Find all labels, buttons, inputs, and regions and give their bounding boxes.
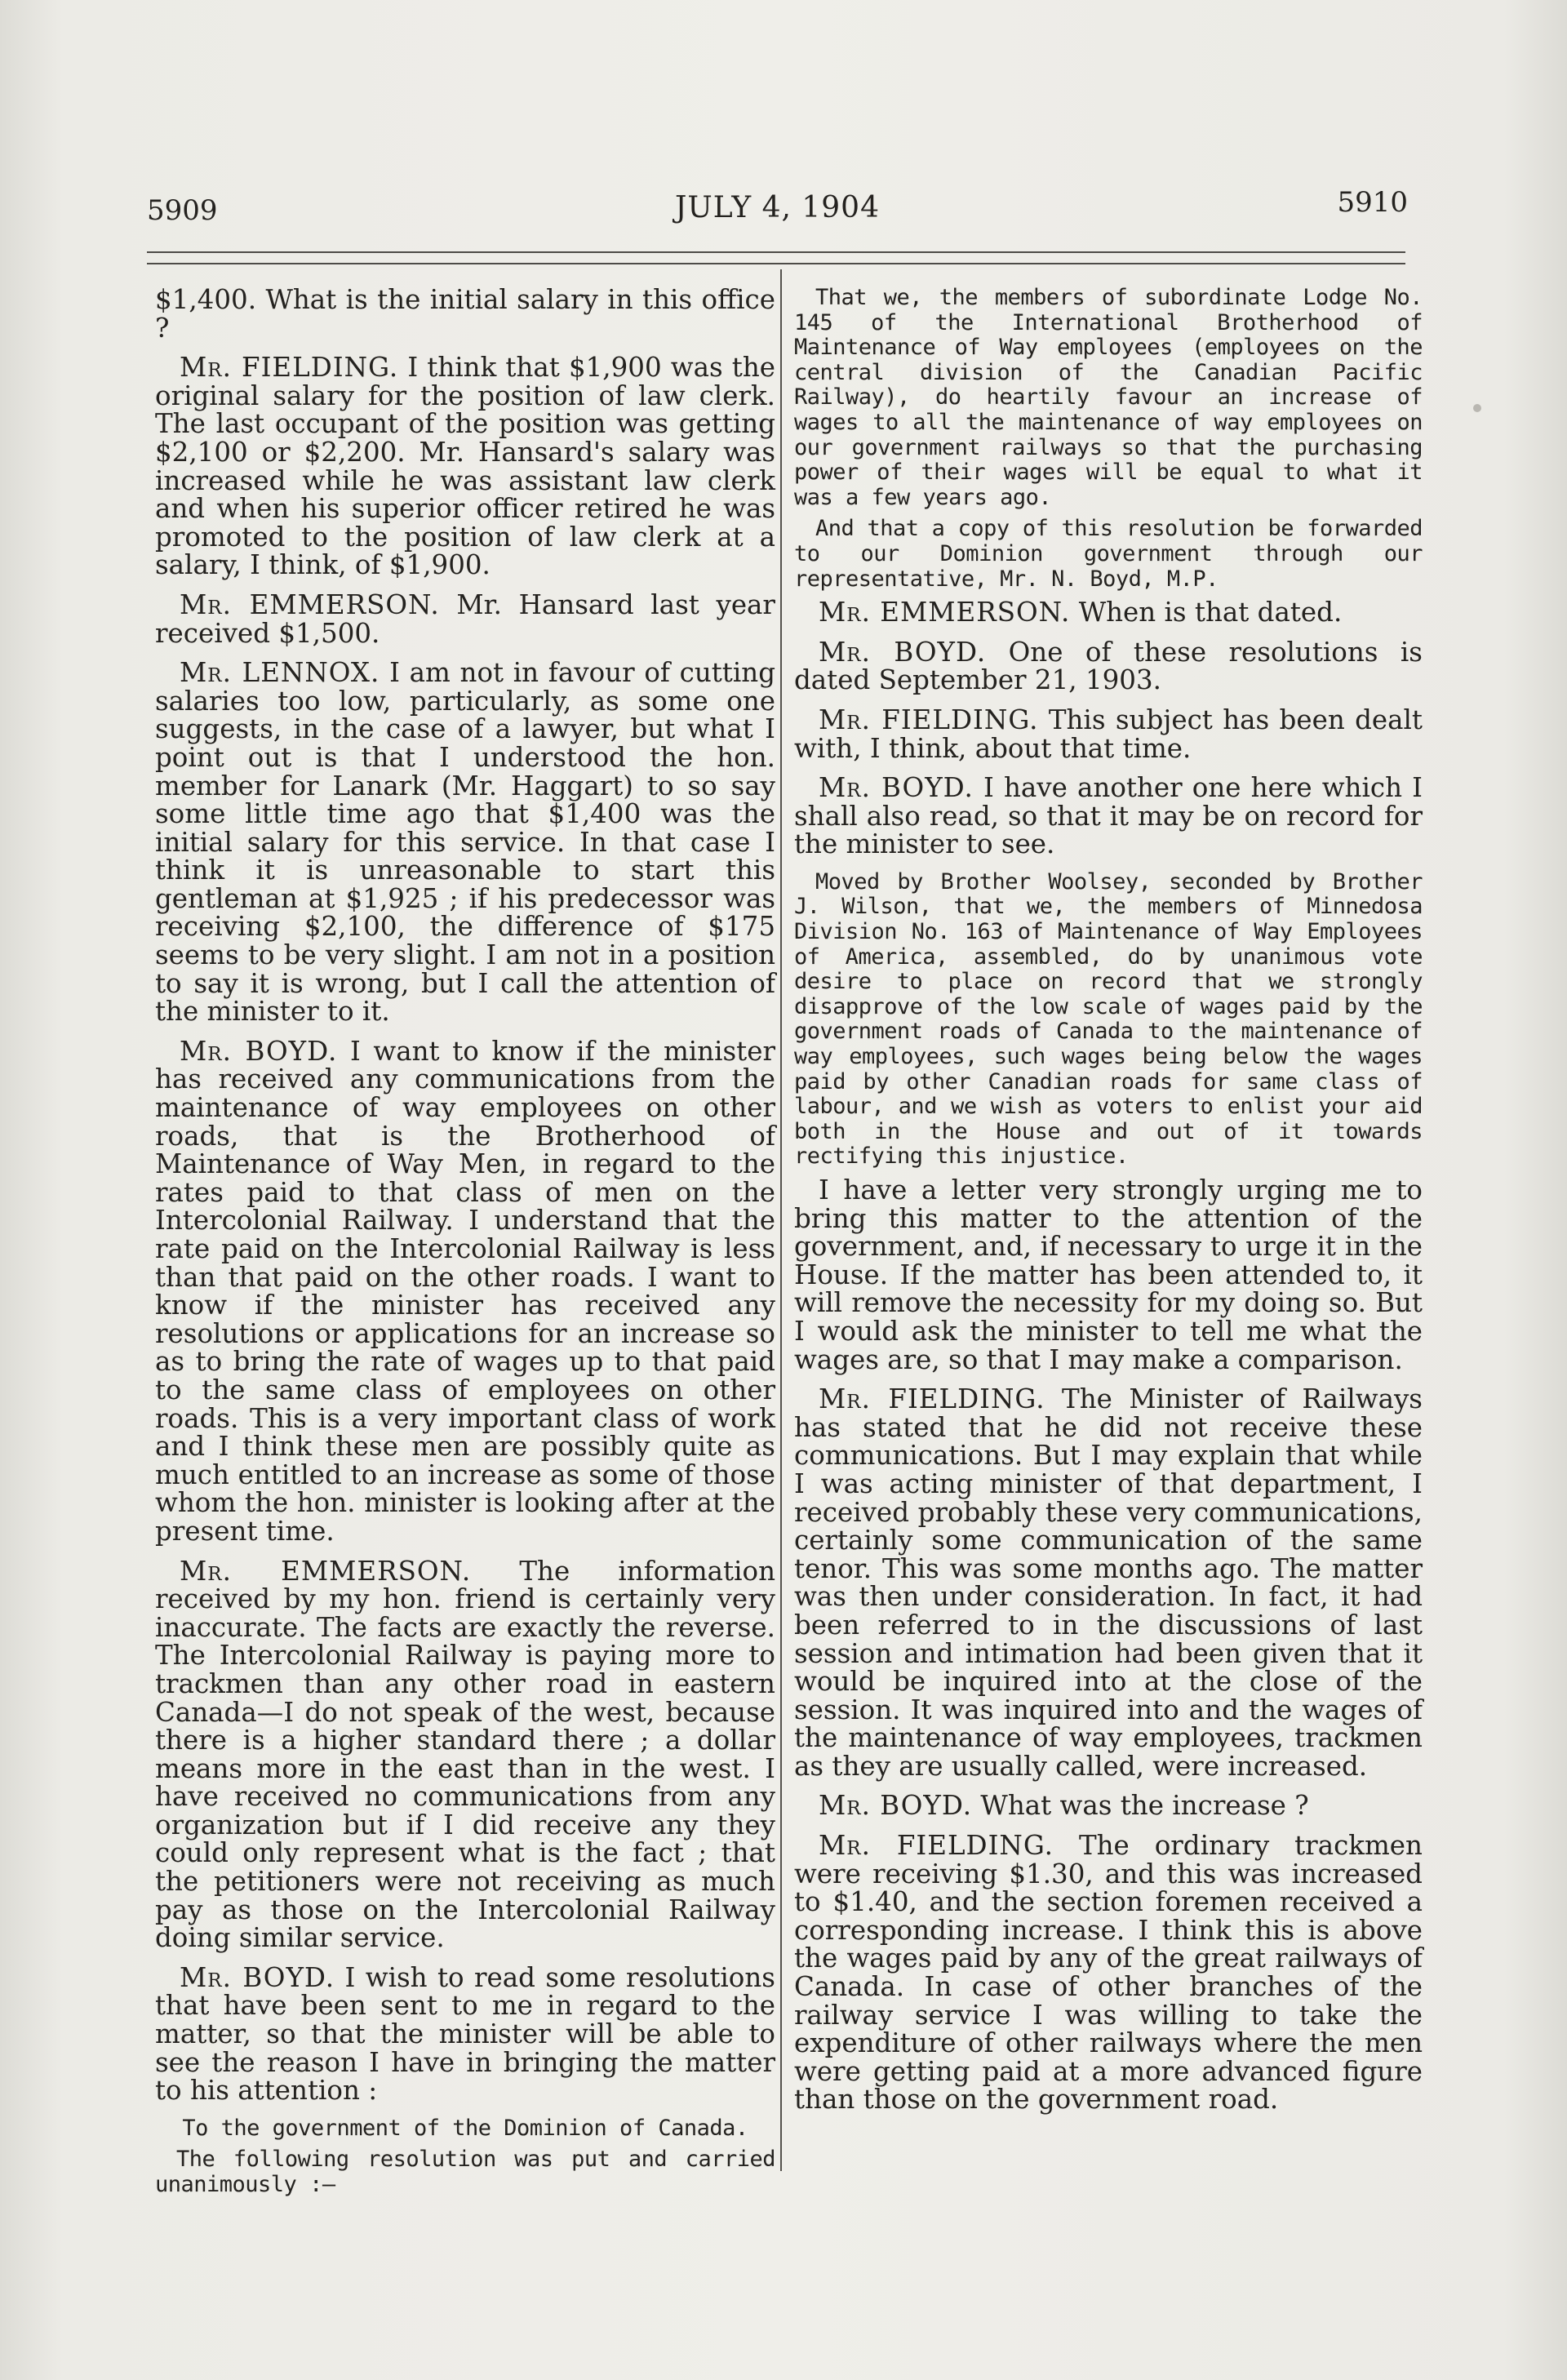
paragraph-text: I am not in favour of cutting salaries too low, particularly, as some one suggests, in the case of a lawyer, but what I point out is that I understood the hon. member for Lanark (Mr. Haggart) to so say some little time ago that $1,400 was the initial salary for this service. In that case I think it is unreasonable to start this gentleman at $1,925 ; if his predecessor was receiving $2,100, the difference of $175 seems to be very slight. I am not in a position to say it is wrong, but I call the attention of the minister to it. bbox=[155, 657, 775, 1028]
speaker-name: Mr. FIELDING. bbox=[180, 352, 399, 384]
right-column bbox=[794, 286, 1423, 2125]
left-paragraph bbox=[155, 1961, 775, 2107]
right-paragraph bbox=[794, 598, 1423, 627]
paragraph-text: The Minister of Railways has stated that he did not receive these communications. But I may explain that while I was acting minister of that department, I received probably these very communications, certainly some communication of the same tenor. This was some months ago. The matter was then under consideration. In fact, it had been referred to in the discussions of last session and intimation had been given that it would be inquired into at the close of the session. It was inquired into and the wages of the maintenance of way employees, trackmen as they are usually called, were increased. bbox=[794, 1383, 1423, 1782]
paragraph-text: $1,400. What is the initial salary in this office ? bbox=[155, 284, 775, 344]
right-paragraph bbox=[794, 1832, 1423, 2114]
paragraph-text: One of these resolutions is dated September 21, 1903. bbox=[794, 636, 1423, 696]
speaker-name: Mr. BOYD. bbox=[180, 1961, 335, 1993]
right-paragraph bbox=[794, 706, 1423, 762]
speaker-name: Mr. FIELDING. bbox=[819, 1830, 1054, 1862]
left-paragraph bbox=[155, 588, 775, 649]
left-paragraph bbox=[155, 1557, 775, 1952]
paragraph-text: I wish to read some resolutions that have been sent to me in regard to the matter, so that the minister will be able to see the reason I have in bringing the matter to his attention : bbox=[155, 1961, 775, 2107]
speaker-name: Mr. BOYD. bbox=[819, 772, 974, 804]
left-paragraph bbox=[155, 1037, 775, 1546]
paragraph-text: This subject has been dealt with, I think, about that time. bbox=[794, 704, 1423, 764]
right-paragraph bbox=[794, 638, 1423, 695]
speaker-name: Mr. EMMERSON. bbox=[819, 597, 1071, 628]
left-paragraph bbox=[155, 286, 775, 342]
speaker-name: Mr. LENNOX. bbox=[180, 657, 380, 689]
left-column bbox=[155, 286, 775, 2205]
paragraph-text: Moved by Brother Woolsey, seconded by Brother J. Wilson, that we, the members of Minnedosa Division No. 163 of Maintenance of Way Employees of America, assembled, do by unanimous vote desire to place on record that we strongly disapprove of the low scale of wages paid by the government roads of Canada to the maintenance of way employees, such wages being below the wages paid by other Canadian roads for same class of labour, and we wish as voters to enlist your aid both in the House and out of it towards rectifying this injustice. bbox=[794, 868, 1423, 1170]
header-double-rule bbox=[147, 251, 1405, 264]
right-paragraph bbox=[794, 1792, 1423, 1820]
paragraph-text: I want to know if the minister has received any communications from the maintenance of way employees on other roads, that is the Brotherhood of Maintenance of Way Men, in regard to the rates paid to that class of men on the Intercolonial Railway. I understand that the rate paid on the Intercolonial Railway is less than that paid on the other roads. I want to know if the minister has received any resolutions or applications for an increase so as to bring the rate of wages up to that paid to the same class of employees on other roads. This is a very important class of work and I think these men are possibly quite as much entitled to an increase as some of those whom the hon. minister is looking after at the present time. bbox=[155, 1035, 776, 1547]
page-header bbox=[147, 186, 1408, 235]
paragraph-text: The following resolution was put and carried unanimously :— bbox=[155, 2147, 775, 2197]
right-paragraph bbox=[794, 870, 1423, 1170]
left-paragraph bbox=[155, 659, 775, 1026]
page-number-left: 5909 bbox=[147, 194, 218, 227]
paragraph-text: The information received by my hon. friend is certainly very inaccurate. The facts are exactly the reverse. The Intercolonial Railway is paying more to trackmen than any other road in eastern Canada—I do not speak of the west, because there is a higher standard there ; a dollar means more in the east than in the west. I have received no communications from any organization but if I did receive any they could only represent what is the fact ; that the petitioners were not receiving as much pay as those on the Intercolonial Railway doing similar service. bbox=[155, 1555, 775, 1954]
paragraph-text: When is that dated. bbox=[1078, 597, 1343, 628]
left-paragraph bbox=[155, 353, 775, 579]
speaker-name: Mr. EMMERSON. bbox=[180, 1555, 472, 1587]
paragraph-text: I think that $1,900 was the original salary for the position of law clerk. The last occupant of the position was getting $2,100 or $2,200. Mr. Hansard's salary was increased while he was assistant law clerk and when his superior officer retired he was promoted to the position of law clerk at a salary, I think, of $1,900. bbox=[155, 352, 775, 581]
right-paragraph bbox=[794, 774, 1423, 859]
paragraph-text: I have another one here which I shall also read, so that it may be on record for the minister to see. bbox=[794, 772, 1423, 860]
speaker-name: Mr. EMMERSON. bbox=[180, 588, 440, 620]
speaker-name: Mr. BOYD. bbox=[819, 636, 987, 668]
left-paragraph bbox=[155, 2147, 775, 2197]
right-paragraph bbox=[794, 286, 1423, 510]
speaker-name: Mr. FIELDING. bbox=[819, 1383, 1045, 1415]
paragraph-text: And that a copy of this resolution be forwarded to our Dominion government through our representative, Mr. N. Boyd, M.P. bbox=[794, 516, 1423, 592]
paragraph-text: I have a letter very strongly urging me to bring this matter to the attention of the government, and, if necessary to urge it in the House. If the matter has been attended to, it will remove the necessity for my doing so. But I would ask the minister to tell me what the wages are, so that I may make a comparison. bbox=[794, 1174, 1423, 1375]
page-number-right: 5910 bbox=[1337, 186, 1408, 219]
column-divider bbox=[780, 269, 782, 2171]
paragraph-text: The ordinary trackmen were receiving $1.30, and this was increased to $1.40, and the section foremen received a corresponding increase. I think this is above the wages paid by any of the great railways of Canada. In case of other branches of the railway service I was willing to take the expenditure of other railways where the men were getting paid at a more advanced figure than those on the government road. bbox=[794, 1830, 1423, 2116]
paragraph-text: Mr. Hansard last year received $1,500. bbox=[155, 588, 775, 649]
right-paragraph bbox=[794, 517, 1423, 592]
left-paragraph bbox=[155, 2116, 775, 2142]
speaker-name: Mr. FIELDING. bbox=[819, 704, 1039, 735]
header-date: JULY 4, 1904 bbox=[675, 191, 880, 224]
speaker-name: Mr. BOYD. bbox=[819, 1790, 973, 1822]
right-paragraph bbox=[794, 1176, 1423, 1374]
paragraph-text: To the government of the Dominion of Canada. bbox=[182, 2115, 748, 2141]
paragraph-text: That we, the members of subordinate Lodge No. 145 of the International Brotherhood of Maintenance of Way employees (employees on the central division of the Canadian Pacific Railway), do heartily favour an increase of wages to all the maintenance of way employees on our government railways so that the purchasing power of their wages will be equal to what it was a few years ago. bbox=[794, 285, 1423, 510]
right-paragraph bbox=[794, 1385, 1423, 1780]
speaker-name: Mr. BOYD. bbox=[180, 1035, 338, 1067]
paper-speck bbox=[1473, 404, 1481, 412]
paragraph-text: What was the increase ? bbox=[980, 1790, 1309, 1822]
